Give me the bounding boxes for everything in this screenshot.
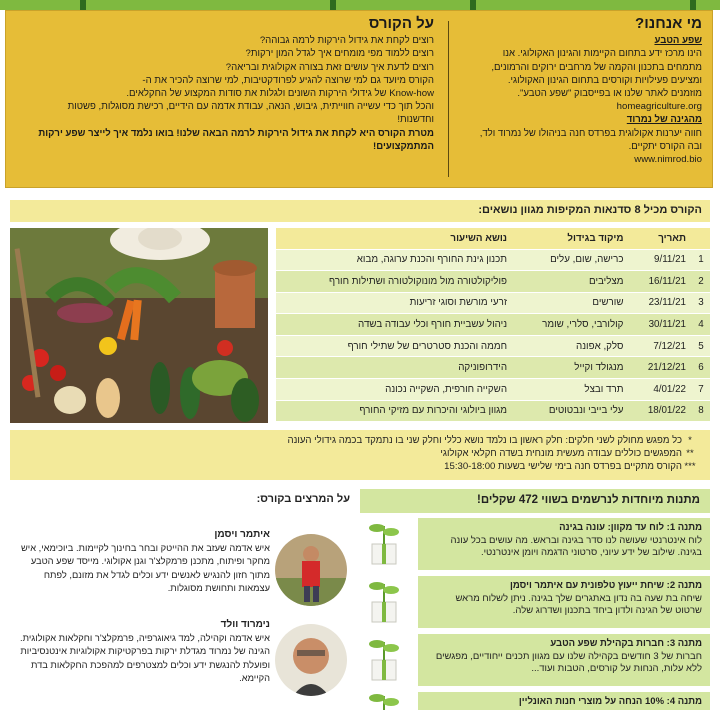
row-topic: זרעי מורשת וסוגי זריעות (276, 292, 513, 314)
note-mark: * (688, 435, 692, 446)
row-topic: חממה והכנת סטרטרים של שתילי חורף (276, 335, 513, 357)
gift-title: מתנה 3: חברות בקהילת שפע הטבע (550, 638, 702, 649)
row-num: 1 (692, 249, 710, 271)
gift-box (418, 518, 710, 570)
table-row (276, 357, 710, 379)
hero-divider (448, 21, 449, 177)
gifts-header: מתנות מיוחדות לנרשמים בשווי 472 שקלים! (360, 489, 710, 513)
gift-sprout-icon (360, 692, 410, 710)
course-line: Know-how של גידולי הירקות השונים ולגלות את סודות המקצוע של החקלאים. (126, 88, 434, 100)
course-line: הקורס מיועד גם למי שרוצה להגיע לפרודקטיבות, למי שרוצה להכיר את ה- (142, 74, 434, 86)
table-row (276, 400, 710, 422)
table-row (276, 292, 710, 314)
note-mark: *** (684, 461, 696, 472)
row-date: 16/11/21 (629, 271, 692, 293)
gift-title: מתנה 2: שיחת ייעוץ טלפונית עם איתמר ויסמן (509, 580, 702, 591)
row-date: 7/12/21 (629, 335, 692, 357)
row-date: 18/01/22 (629, 400, 692, 422)
nimrod-line: חווה יערנות אקולוגית בפרדס חנה בניהולו של נמרוד ולד, (479, 127, 702, 139)
row-crop: עלי בייבי ונבטוטים (513, 400, 629, 422)
row-crop: קולורבי, סלרי, שומר (513, 314, 629, 336)
lecturer-name: איתמר ויסמן (214, 529, 270, 540)
row-date: 30/11/21 (629, 314, 692, 336)
row-num: 7 (692, 379, 710, 401)
vegetables-photo (10, 228, 268, 423)
note-mark: ** (686, 448, 694, 459)
gift-text: חברות של 3 חודשים בקהילה שלנו עם מגוון תכנים ייחודיים, מפגשים ללא עלות, הנחות על קורסים, הטבות ועוד... (435, 650, 702, 674)
gift-title: מתנה 4: 10% הנחה על מוצרי חנות האונליין (518, 696, 702, 707)
shefa-line: מתמחים בתכנון והקמה של מרחבים ירוקים והרמונים, (491, 61, 702, 73)
lecturer-bio (12, 618, 270, 686)
col-header-num (692, 228, 710, 249)
gift-title: מתנה 1: לוח עד מקוון: עונה בגינה (559, 522, 702, 533)
gift-sprout-icon (360, 518, 410, 570)
note-text: כל מפגש מחולק לשני חלקים: חלק ראשון בו נלמד נושא כללי וחלק שני בו נתמקד בכמה גידולי העונה (287, 435, 682, 446)
about-us-section (447, 17, 702, 166)
course-line: רוצים ללמוד מפי מומחים איך לגדל המון ירקות? (245, 48, 434, 60)
note-line (22, 447, 698, 460)
row-num: 6 (692, 357, 710, 379)
row-num: 2 (692, 271, 710, 293)
hero-panel (5, 10, 713, 188)
team-header: על המרצים בקורס: (256, 493, 350, 505)
row-crop: תרד ובצל (513, 379, 629, 401)
lecturer-card (10, 618, 350, 708)
shefa-title: שפע הטבע (654, 35, 702, 47)
about-course-section (14, 17, 434, 153)
lecturer-card (10, 528, 350, 618)
about-us-title: מי אנחנו? (635, 15, 702, 32)
lecturer-photo (275, 534, 347, 606)
row-date: 21/12/21 (629, 357, 692, 379)
shefa-line: מוזמנים לאתר שלנו או בפייסבוק "שפע הטבע". (517, 88, 702, 100)
course-line: רוצים לדעת איך עושים זאת בצורה אקולוגית ובריאה? (225, 61, 434, 73)
top-accent-bar (0, 0, 720, 10)
schedule-header-row (276, 228, 710, 249)
row-topic: תכנון גינת החורף והכנת ערוגה, מבוא (276, 249, 513, 271)
col-header-crop: מיקוד בגידול (513, 228, 629, 249)
course-line: וחדשנות! (397, 114, 434, 126)
gift-sprout-icon (360, 576, 410, 628)
col-header-date: תאריך (629, 228, 692, 249)
gift-box (418, 576, 710, 628)
table-row (276, 379, 710, 401)
gift-box (418, 634, 710, 686)
row-crop: מצליבים (513, 271, 629, 293)
nimrod-line: ובה הקורס יתקיים. (628, 140, 702, 152)
shefa-line: ומציעים פעילויות וקורסים בתחום הגינון האקולוגי. (507, 74, 702, 86)
note-line (22, 460, 698, 473)
gift-card (360, 518, 710, 570)
note-line (22, 434, 698, 447)
nimrod-url-link[interactable]: www.nimrod.bio (634, 154, 702, 166)
row-topic: מגוון ביולוגי והיכרות עם מזיקי החורף (276, 400, 513, 422)
row-crop: שורשים (513, 292, 629, 314)
row-num: 8 (692, 400, 710, 422)
row-crop: סלק, אפונה (513, 335, 629, 357)
col-header-topic: נושא השיעור (276, 228, 513, 249)
row-date: 23/11/21 (629, 292, 692, 314)
course-line: והכל תוך כדי עשייה חווייתית, גיבוש, הנאה, עבודת אדמה עם הידיים, רכישת מסוגלות, פשטות (67, 101, 434, 113)
lecturer-text: איש אדמה שעזב את ההייטק ובחר בחינוך לקיימות. ביוכימאי, איש מחקר ופיתוח, מתכנן פרמקלצ'ר וגנן אקולוגי. מייסד שפע הטבע מתוך חזון להנגיש לאנשים ידע וכלים לגדל את מזונם, לפתח עצמאות ותחושת מסוגלות. (21, 542, 270, 594)
table-row (276, 314, 710, 336)
lecturer-text: איש אדמה וקהילה, למד גיאוגרפיה, פרמקלצ'ר וחקלאות אקולוגית. הגינה של נמרוד מגדלת ירקות בפרקטיקות אקולוגיות אינטנסיביות ופועלת להנגשת ידע וכלים למצטרפים למהפכת החקלאות בדת הקיימא. (20, 632, 270, 684)
gift-card (360, 576, 710, 628)
gift-text: שיחה בת שעה בה נדון באתגרים שלך בגינה. ניתן לשלוח מראש שרטוט של הגינה ולדון ביחד בתכנון ושדרוג שלה. (455, 592, 702, 616)
row-num: 4 (692, 314, 710, 336)
table-row (276, 249, 710, 271)
lecturer-name: נימרוד וולד (220, 619, 270, 630)
row-date: 9/11/21 (629, 249, 692, 271)
lecturer-photo (275, 624, 347, 696)
note-text: הקורס מתקיים בפרדס חנה בימי שלישי בשעות 15:30-18:00 (444, 461, 682, 472)
gift-sprout-icon (360, 634, 410, 686)
note-text: המפגשים כוללים עבודה מעשית מונחית בשדה חקלאי אקולוגי (440, 448, 682, 459)
course-line: רוצים לקחת את גידול הירקות לרמה גבוהה? (259, 35, 434, 47)
gift-text: לוח אינטרנטי שעושה לנו סדר בגינה ובראש. מה עושים בכל עונה בגינה. שילוב של ידע עיוני, סרטוני הדגמה ויומן אינטרנטי. (450, 534, 702, 558)
row-topic: השקייה חורפית, השקייה נכונה (276, 379, 513, 401)
notes-box (10, 430, 710, 480)
gift-card (360, 692, 710, 710)
row-crop: כרישה, שום, עלים (513, 249, 629, 271)
row-num: 3 (692, 292, 710, 314)
nimrod-title: מהגינה של נמרוד (626, 114, 702, 126)
topics-header: הקורס מכיל 8 סדנאות המקיפות מגוון נושאים: (10, 200, 710, 222)
row-topic: הידרופוניקה (276, 357, 513, 379)
row-topic: ניהול עשביית חורף וכלי עבודה בשדה (276, 314, 513, 336)
row-crop: מנגולד וקייל (513, 357, 629, 379)
gift-box (418, 692, 710, 710)
row-num: 5 (692, 335, 710, 357)
schedule-table (276, 228, 710, 422)
shefa-line: הינו מרכז ידע בתחום הקיימות והגינון האקולוגי. אנו (502, 48, 702, 60)
row-topic: פוליקולטורה מול מונוקולטורה ושתילות חורף (276, 271, 513, 293)
gift-card (360, 634, 710, 686)
shefa-url-link[interactable]: homeagriculture.org (616, 101, 702, 113)
lecturer-bio (12, 528, 270, 596)
row-date: 4/01/22 (629, 379, 692, 401)
table-row (276, 335, 710, 357)
about-course-title: על הקורס (368, 15, 434, 32)
course-goal: מטרת הקורס היא לקחת את גידול הירקות לרמה הבאה שלנו! בואו נלמד איך לייצר שפע ירקות המתמקצועים! (38, 127, 434, 152)
table-row (276, 271, 710, 293)
